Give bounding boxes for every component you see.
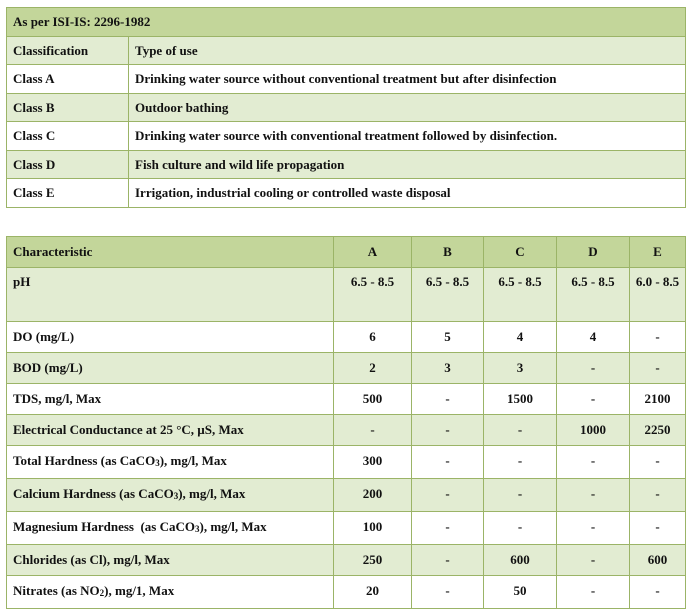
value-cell: - bbox=[630, 446, 686, 479]
table-row bbox=[7, 150, 686, 179]
value-cell: - bbox=[630, 512, 686, 545]
value-cell: 6.5 - 8.5 bbox=[412, 268, 484, 322]
value-cell: 300 bbox=[334, 446, 412, 479]
value-cell: 3 bbox=[412, 353, 484, 384]
table-row bbox=[7, 479, 686, 512]
class-cell: Class E bbox=[7, 179, 129, 208]
value-cell: 4 bbox=[557, 322, 630, 353]
use-cell: Fish culture and wild life propagation bbox=[129, 150, 686, 179]
header-class-c: C bbox=[484, 237, 557, 268]
table-row bbox=[7, 93, 686, 122]
value-cell: - bbox=[557, 479, 630, 512]
value-cell: - bbox=[412, 384, 484, 415]
characteristic-label: pH bbox=[7, 268, 334, 322]
table-row bbox=[7, 415, 686, 446]
value-cell: - bbox=[630, 353, 686, 384]
class-cell: Class D bbox=[7, 150, 129, 179]
value-cell: 6 bbox=[334, 322, 412, 353]
use-cell: Irrigation, industrial cooling or controlled waste disposal bbox=[129, 179, 686, 208]
value-cell: - bbox=[412, 576, 484, 609]
header-type-of-use: Type of use bbox=[129, 36, 686, 65]
value-cell: 6.5 - 8.5 bbox=[484, 268, 557, 322]
value-cell: - bbox=[630, 479, 686, 512]
table-row bbox=[7, 545, 686, 576]
value-cell: - bbox=[557, 384, 630, 415]
value-cell: - bbox=[484, 415, 557, 446]
value-cell: 500 bbox=[334, 384, 412, 415]
characteristic-label: DO (mg/L) bbox=[7, 322, 334, 353]
standard-title: As per ISI-IS: 2296-1982 bbox=[7, 8, 686, 37]
characteristic-label: Calcium Hardness (as CaCO$_3$), mg/l, Max bbox=[7, 479, 334, 512]
value-cell: - bbox=[557, 353, 630, 384]
table-row bbox=[7, 322, 686, 353]
value-cell: 4 bbox=[484, 322, 557, 353]
characteristic-label: Nitrates (as $NO_2$), mg/1, Max bbox=[7, 576, 334, 609]
value-cell: - bbox=[557, 576, 630, 609]
value-cell: - bbox=[412, 446, 484, 479]
table-row bbox=[7, 268, 686, 322]
class-cell: Class B bbox=[7, 93, 129, 122]
value-cell: 100 bbox=[334, 512, 412, 545]
value-cell: - bbox=[557, 512, 630, 545]
value-cell: 6.5 - 8.5 bbox=[557, 268, 630, 322]
header-class-b: B bbox=[412, 237, 484, 268]
value-cell: - bbox=[557, 446, 630, 479]
value-cell: 6.0 - 8.5 bbox=[630, 268, 686, 322]
value-cell: 5 bbox=[412, 322, 484, 353]
table-row bbox=[7, 576, 686, 609]
header-class-a: A bbox=[334, 237, 412, 268]
classification-table bbox=[6, 7, 686, 208]
class-cell: Class A bbox=[7, 65, 129, 94]
value-cell: 250 bbox=[334, 545, 412, 576]
value-cell: - bbox=[412, 479, 484, 512]
value-cell: 2 bbox=[334, 353, 412, 384]
value-cell: - bbox=[412, 512, 484, 545]
value-cell: - bbox=[412, 545, 484, 576]
class-cell: Class C bbox=[7, 122, 129, 151]
characteristics-table bbox=[6, 236, 686, 609]
value-cell: - bbox=[484, 512, 557, 545]
table-row bbox=[7, 179, 686, 208]
table-row bbox=[7, 446, 686, 479]
value-cell: - bbox=[630, 322, 686, 353]
table-row bbox=[7, 512, 686, 545]
value-cell: - bbox=[557, 545, 630, 576]
table-row bbox=[7, 353, 686, 384]
value-cell: 50 bbox=[484, 576, 557, 609]
value-cell: 2100 bbox=[630, 384, 686, 415]
header-class-e: E bbox=[630, 237, 686, 268]
value-cell: 600 bbox=[630, 545, 686, 576]
table-row bbox=[7, 122, 686, 151]
header-class-d: D bbox=[557, 237, 630, 268]
table-row bbox=[7, 384, 686, 415]
value-cell: - bbox=[630, 576, 686, 609]
value-cell: - bbox=[334, 415, 412, 446]
characteristic-label: Electrical Conductance at 25 °C, µS, Max bbox=[7, 415, 334, 446]
value-cell: - bbox=[484, 479, 557, 512]
value-cell: 1000 bbox=[557, 415, 630, 446]
characteristic-label: Chlorides (as Cl), mg/l, Max bbox=[7, 545, 334, 576]
use-cell: Drinking water source without conventional treatment but after disinfection bbox=[129, 65, 686, 94]
table-row bbox=[7, 65, 686, 94]
value-cell: - bbox=[412, 415, 484, 446]
value-cell: 6.5 - 8.5 bbox=[334, 268, 412, 322]
value-cell: 200 bbox=[334, 479, 412, 512]
use-cell: Drinking water source with conventional treatment followed by disinfection. bbox=[129, 122, 686, 151]
value-cell: - bbox=[484, 446, 557, 479]
characteristic-label: BOD (mg/L) bbox=[7, 353, 334, 384]
header-classification: Classification bbox=[7, 36, 129, 65]
value-cell: 1500 bbox=[484, 384, 557, 415]
value-cell: 3 bbox=[484, 353, 557, 384]
value-cell: 20 bbox=[334, 576, 412, 609]
value-cell: 600 bbox=[484, 545, 557, 576]
characteristic-label: TDS, mg/l, Max bbox=[7, 384, 334, 415]
characteristic-label: Magnesium Hardness (as CaCO$_3$), mg/l, Max bbox=[7, 512, 334, 545]
header-characteristic: Characteristic bbox=[7, 237, 334, 268]
characteristic-label: Total Hardness (as CaCO$_3$), mg/l, Max bbox=[7, 446, 334, 479]
value-cell: 2250 bbox=[630, 415, 686, 446]
use-cell: Outdoor bathing bbox=[129, 93, 686, 122]
